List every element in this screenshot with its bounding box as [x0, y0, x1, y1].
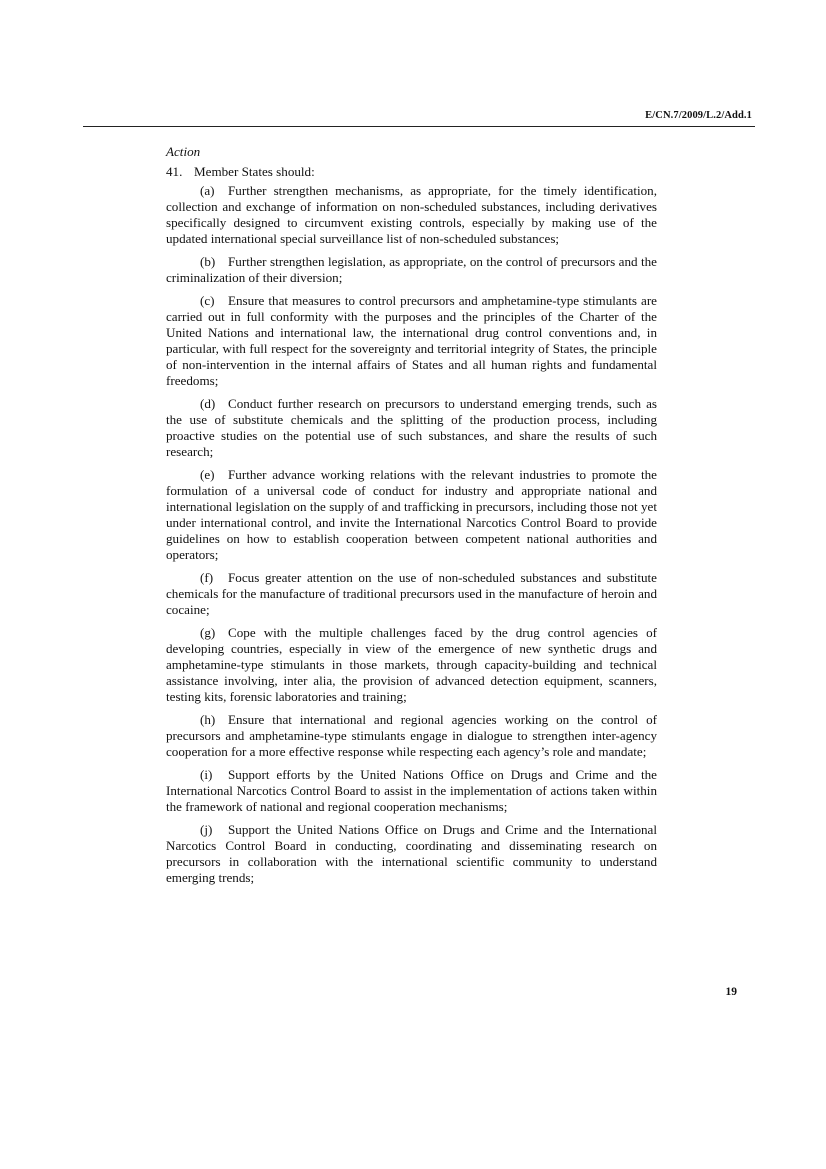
- item-text: Ensure that international and regional agencies working on the control of precursors and amphetamine-type stimulants engage in dialogue to strengthen inter-agency cooperation for a more effective response while respecting each agency’s role and mandate;: [166, 712, 657, 759]
- item-text: Further strengthen mechanisms, as appropriate, for the timely identification, collection and exchange of information on non-scheduled substances, including derivatives specifically designed to circumvent existing controls, especially by making use of the updated international special surveillance list of non-scheduled substances;: [166, 183, 657, 246]
- section-heading: Action: [166, 144, 201, 159]
- list-item: [166, 625, 657, 705]
- item-label: (d): [200, 396, 216, 411]
- page-body: [166, 144, 657, 893]
- item-label: (b): [200, 254, 216, 269]
- item-label: (j): [200, 822, 213, 837]
- item-text: Conduct further research on precursors to understand emerging trends, such as the use of substitute chemicals and the splitting of the production process, including proactive studies on the potential use of such substances, and share the results of such research;: [166, 396, 657, 459]
- paragraph-intro: [166, 164, 657, 180]
- item-text: Further advance working relations with the relevant industries to promote the formulation of a universal code of conduct for industry and appropriate national and international legislation on the supply of and trafficking in precursors, including those not yet under international control, and invite the International Narcotics Control Board to provide guidelines on how to establish cooperation between competent national authorities and operators;: [166, 467, 657, 562]
- paragraph-number: 41.: [166, 164, 183, 179]
- document-symbol: E/CN.7/2009/L.2/Add.1: [645, 110, 752, 121]
- item-text: Focus greater attention on the use of non-scheduled substances and substitute chemicals for the manufacture of traditional precursors used in the manufacture of heroin and cocaine;: [166, 570, 657, 617]
- item-label: (c): [200, 293, 215, 308]
- item-label: (f): [200, 570, 214, 585]
- list-item: [166, 467, 657, 563]
- list-item: [166, 822, 657, 886]
- item-label: (a): [200, 183, 215, 198]
- header-rule: [83, 126, 755, 127]
- page-number: 19: [725, 986, 737, 998]
- item-label: (i): [200, 767, 213, 782]
- paragraph-intro-text: Member States should:: [194, 164, 315, 179]
- list-item: [166, 712, 657, 760]
- item-text: Further strengthen legislation, as appropriate, on the control of precursors and the criminalization of their diversion;: [166, 254, 657, 285]
- item-label: (e): [200, 467, 215, 482]
- list-item: [166, 183, 657, 247]
- list-item: [166, 767, 657, 815]
- list-item: [166, 396, 657, 460]
- list-item: [166, 293, 657, 389]
- list-item: [166, 570, 657, 618]
- item-text: Ensure that measures to control precursors and amphetamine-type stimulants are carried out in full conformity with the purposes and the principles of the Charter of the United Nations and international law, the international drug control conventions and, in particular, with full respect for the sovereignty and territorial integrity of States, the principle of non-intervention in the internal affairs of States and all human rights and fundamental freedoms;: [166, 293, 657, 388]
- item-label: (g): [200, 625, 216, 640]
- item-label: (h): [200, 712, 216, 727]
- item-text: Cope with the multiple challenges faced by the drug control agencies of developing countries, especially in view of the emergence of new synthetic drugs and amphetamine-type stimulants in those markets, through capacity-building and technical assistance involving, inter alia, the provision of advanced detection equipment, scanners, testing kits, forensic laboratories and training;: [166, 625, 657, 704]
- list-item: [166, 254, 657, 286]
- item-text: Support efforts by the United Nations Office on Drugs and Crime and the International Narcotics Control Board to assist in the implementation of actions taken within the framework of national and regional cooperation mechanisms;: [166, 767, 657, 814]
- item-text: Support the United Nations Office on Drugs and Crime and the International Narcotics Control Board in conducting, coordinating and disseminating research on precursors in collaboration with the international scientific community to understand emerging trends;: [166, 822, 657, 885]
